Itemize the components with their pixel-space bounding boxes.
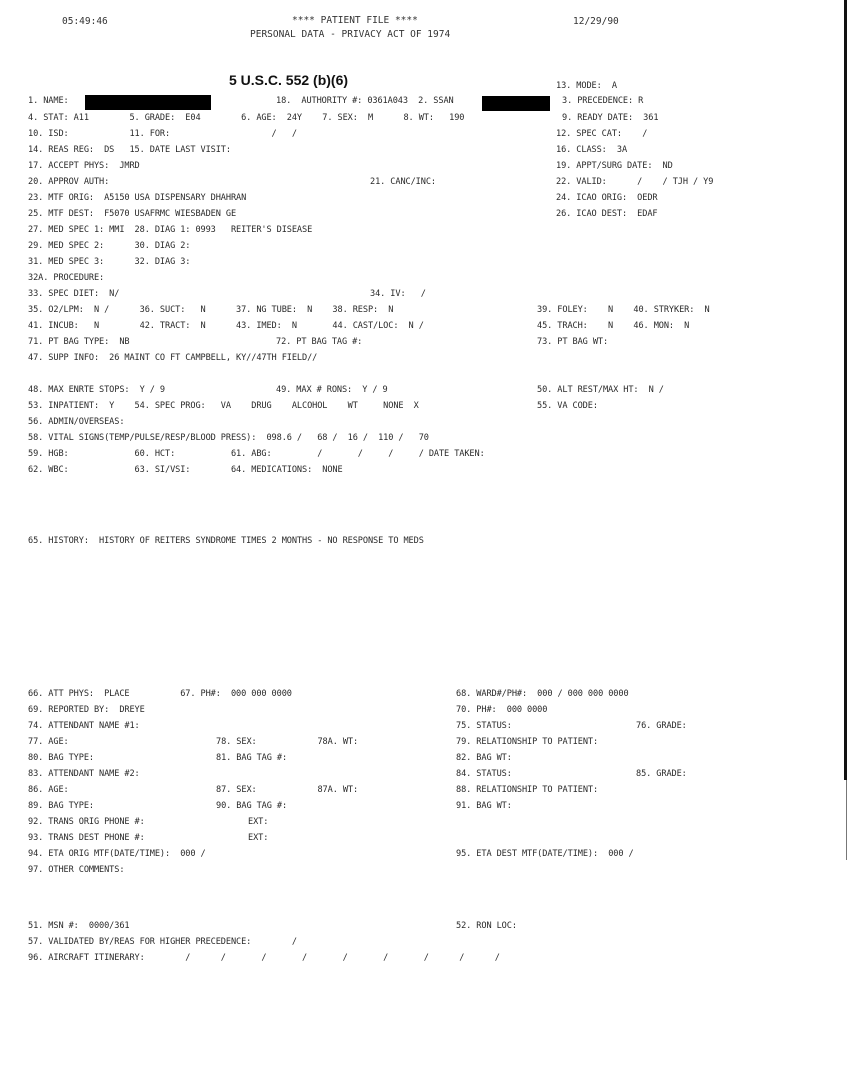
record-field-line: 83. ATTENDANT NAME #2: xyxy=(28,769,140,779)
document-title: **** PATIENT FILE **** xyxy=(292,15,418,26)
record-field-line: 56. ADMIN/OVERSEAS: xyxy=(28,417,125,427)
record-field-line: 24. ICAO ORIG: OEDR xyxy=(556,193,658,203)
record-field-line: 79. RELATIONSHIP TO PATIENT: xyxy=(456,737,599,747)
record-field-line: 55. VA CODE: xyxy=(537,401,598,411)
record-field-line: 78. SEX: 78A. WT: xyxy=(216,737,359,747)
record-field-line: 69. REPORTED BY: DREYE xyxy=(28,705,145,715)
record-field-line: 75. STATUS: xyxy=(456,721,512,731)
record-field-line: 93. TRANS DEST PHONE #: xyxy=(28,833,145,843)
record-field-line: 68. WARD#/PH#: 000 / 000 000 0000 xyxy=(456,689,629,699)
record-field-line: 10. ISD: 11. FOR: / / xyxy=(28,129,297,139)
record-field-line: 86. AGE: xyxy=(28,785,69,795)
record-field-line: 29. MED SPEC 2: 30. DIAG 2: xyxy=(28,241,191,251)
record-field-line: 66. ATT PHYS: PLACE 67. PH#: 000 000 0000 xyxy=(28,689,292,699)
record-field-line: 45. TRACH: N 46. MON: N xyxy=(537,321,690,331)
record-field-line: 90. BAG TAG #: xyxy=(216,801,288,811)
record-field-line: 70. PH#: 000 0000 xyxy=(456,705,548,715)
record-field-line: 25. MTF DEST: F5070 USAFRMC WIESBADEN GE xyxy=(28,209,237,219)
document-subtitle: PERSONAL DATA - PRIVACY ACT OF 1974 xyxy=(250,29,451,40)
record-field-line: 96. AIRCRAFT ITINERARY: / / / / / / / / / xyxy=(28,953,500,963)
record-field-line: 85. GRADE: xyxy=(636,769,687,779)
record-field-line: 76. GRADE: xyxy=(636,721,687,731)
record-field-line: 17. ACCEPT PHYS: JMRD xyxy=(28,161,140,171)
record-field-line: 58. VITAL SIGNS(TEMP/PULSE/RESP/BLOOD PRESS): 098.6 / 68 / 16 / 110 / 70 xyxy=(28,433,429,443)
record-field-line: 1. NAME: xyxy=(28,96,69,106)
record-field-line: 32A. PROCEDURE: xyxy=(28,273,105,283)
record-field-line: 9. READY DATE: 361 xyxy=(562,113,659,123)
record-field-line: 87. SEX: 87A. WT: xyxy=(216,785,359,795)
record-field-line: 97. OTHER COMMENTS: xyxy=(28,865,125,875)
record-field-line: 72. PT BAG TAG #: xyxy=(276,337,363,347)
record-field-line: 81. BAG TAG #: xyxy=(216,753,288,763)
record-field-line: 51. MSN #: 0000/361 xyxy=(28,921,130,931)
record-field-line: 57. VALIDATED BY/REAS FOR HIGHER PRECEDENCE: / xyxy=(28,937,297,947)
page-edge-mark xyxy=(844,0,847,780)
record-field-line: 35. O2/LPM: N / 36. SUCT: N 37. NG TUBE: N 38. RESP: N xyxy=(28,305,394,315)
record-field-line: 13. MODE: A xyxy=(556,81,617,91)
record-field-line: 80. BAG TYPE: xyxy=(28,753,94,763)
record-field-line: 14. REAS REG: DS 15. DATE LAST VISIT: xyxy=(28,145,231,155)
record-field-line: 26. ICAO DEST: EDAF xyxy=(556,209,658,219)
print-date: 12/29/90 xyxy=(573,16,619,27)
record-field-line: EXT: xyxy=(248,833,269,843)
record-field-line: 12. SPEC CAT: / xyxy=(556,129,648,139)
foia-exemption-stamp: 5 U.S.C. 552 (b)(6) xyxy=(229,72,349,88)
record-field-line: 91. BAG WT: xyxy=(456,801,512,811)
record-field-line: 94. ETA ORIG MTF(DATE/TIME): 000 / xyxy=(28,849,206,859)
record-field-line: 52. RON LOC: xyxy=(456,921,517,931)
name-redaction xyxy=(85,95,211,110)
record-field-line: 19. APPT/SURG DATE: ND xyxy=(556,161,673,171)
record-field-line: 3. PRECEDENCE: R xyxy=(562,96,644,106)
record-field-line: 71. PT BAG TYPE: NB xyxy=(28,337,130,347)
record-field-line: 92. TRANS ORIG PHONE #: xyxy=(28,817,145,827)
ssan-redaction xyxy=(482,96,550,111)
record-field-line: 89. BAG TYPE: xyxy=(28,801,94,811)
print-time: 05:49:46 xyxy=(62,16,108,27)
record-field-line: 65. HISTORY: HISTORY OF REITERS SYNDROME TIMES 2 MONTHS - NO RESPONSE TO MEDS xyxy=(28,536,424,546)
record-field-line: 18. AUTHORITY #: 0361A043 2. SSAN xyxy=(276,96,454,106)
record-field-line: 27. MED SPEC 1: MMI 28. DIAG 1: 0993 REITER'S DISEASE xyxy=(28,225,313,235)
record-field-line: 20. APPROV AUTH: xyxy=(28,177,110,187)
record-field-line: 31. MED SPEC 3: 32. DIAG 3: xyxy=(28,257,191,267)
record-field-line: 21. CANC/INC: xyxy=(370,177,436,187)
record-field-line: 88. RELATIONSHIP TO PATIENT: xyxy=(456,785,599,795)
record-field-line: 4. STAT: A11 5. GRADE: E04 6. AGE: 24Y 7. SEX: M 8. WT: 190 xyxy=(28,113,465,123)
page-edge-mark-lower xyxy=(846,780,847,860)
record-field-line: EXT: xyxy=(248,817,269,827)
record-field-line: 59. HGB: 60. HCT: 61. ABG: / / / / DATE TAKEN: xyxy=(28,449,485,459)
record-field-line: 50. ALT REST/MAX HT: N / xyxy=(537,385,664,395)
record-field-line: 22. VALID: / / TJH / Y9 xyxy=(556,177,714,187)
record-field-line: 84. STATUS: xyxy=(456,769,512,779)
record-field-line: 49. MAX # RONS: Y / 9 xyxy=(276,385,388,395)
record-field-line: 62. WBC: 63. SI/VSI: 64. MEDICATIONS: NONE xyxy=(28,465,343,475)
record-field-line: 95. ETA DEST MTF(DATE/TIME): 000 / xyxy=(456,849,634,859)
record-field-line: 16. CLASS: 3A xyxy=(556,145,628,155)
record-field-line: 48. MAX ENRTE STOPS: Y / 9 xyxy=(28,385,165,395)
record-field-line: 34. IV: / xyxy=(370,289,426,299)
record-field-line: 23. MTF ORIG: A5150 USA DISPENSARY DHAHRAN xyxy=(28,193,247,203)
record-field-line: 82. BAG WT: xyxy=(456,753,512,763)
record-field-line: 39. FOLEY: N 40. STRYKER: N xyxy=(537,305,710,315)
record-field-line: 41. INCUB: N 42. TRACT: N 43. IMED: N 44. CAST/LOC: N / xyxy=(28,321,424,331)
record-field-line: 53. INPATIENT: Y 54. SPEC PROG: VA DRUG ALCOHOL WT NONE X xyxy=(28,401,419,411)
record-field-line: 77. AGE: xyxy=(28,737,69,747)
record-field-line: 74. ATTENDANT NAME #1: xyxy=(28,721,140,731)
record-field-line: 47. SUPP INFO: 26 MAINT CO FT CAMPBELL, KY//47TH FIELD// xyxy=(28,353,318,363)
record-field-line: 73. PT BAG WT: xyxy=(537,337,609,347)
record-field-line: 33. SPEC DIET: N/ xyxy=(28,289,120,299)
